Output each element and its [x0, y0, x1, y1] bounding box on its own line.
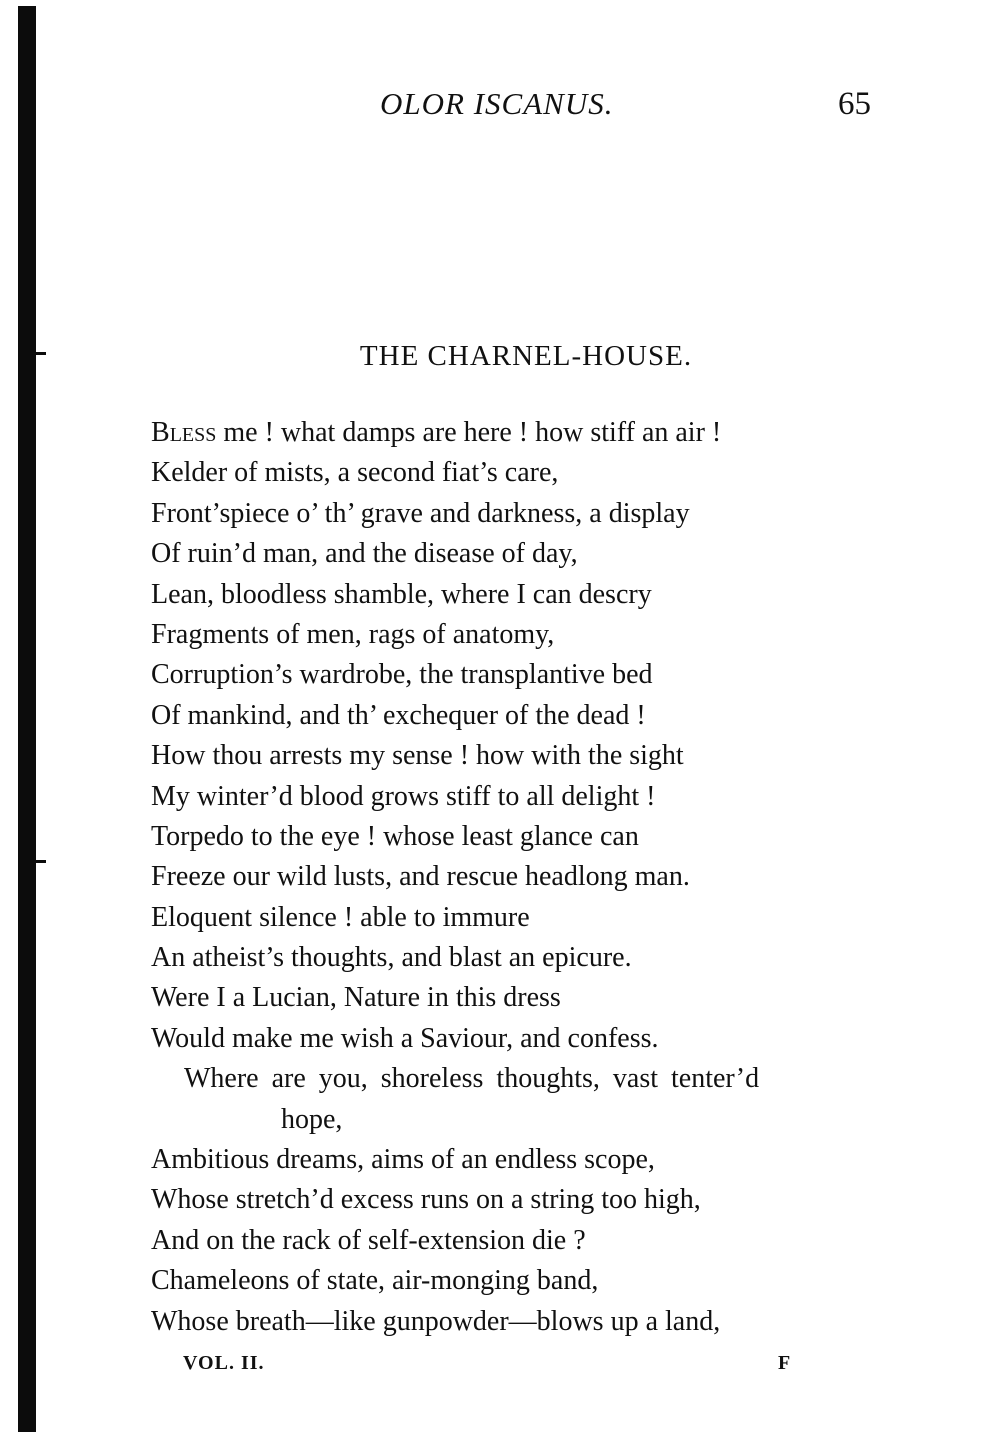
verse-line — [151, 413, 931, 453]
poem-body — [151, 413, 931, 1342]
running-title: OLOR ISCANUS. — [380, 86, 614, 121]
verse-line: My winter’d blood grows stiff to all delight ! — [151, 780, 656, 812]
verse-line: Chameleons of state, air-monging band, — [151, 1265, 599, 1297]
verse-line: Whose stretch’d excess runs on a string too high, — [151, 1184, 701, 1216]
verse-line: Of ruin’d man, and the disease of day, — [151, 538, 578, 570]
initial-letter: B — [151, 417, 170, 448]
verse-line: Corruption’s wardrobe, the transplantive bed — [151, 659, 653, 691]
verse-line: Kelder of mists, a second fiat’s care, — [151, 457, 559, 489]
page-binding-edge — [18, 6, 36, 1432]
page-footer — [0, 1352, 1000, 1382]
verse-line: Torpedo to the eye ! whose least glance can — [151, 820, 639, 852]
running-head — [0, 86, 1000, 126]
first-line-text: me ! what damps are here ! how stiff an air ! — [216, 417, 722, 448]
verse-line: Whose breath—like gunpowder—blows up a land, — [151, 1305, 721, 1337]
signature-mark: F — [778, 1352, 792, 1374]
binding-mark — [34, 860, 46, 863]
verse-line: Ambitious dreams, aims of an endless scope, — [151, 1144, 655, 1176]
volume-mark: VOL. II. — [183, 1352, 265, 1374]
verse-line: Lean, bloodless shamble, where I can descry — [151, 578, 652, 610]
verse-line: Were I a Lucian, Nature in this dress — [151, 982, 561, 1014]
verse-line: And on the rack of self-extension die ? — [151, 1224, 586, 1256]
verse-line: Front’spiece o’ th’ grave and darkness, a display — [151, 497, 690, 529]
verse-line: An atheist’s thoughts, and blast an epicure. — [151, 942, 632, 974]
page-number: 65 — [838, 86, 871, 122]
verse-line: Eloquent silence ! able to immure — [151, 901, 530, 933]
verse-line: Would make me wish a Saviour, and confess. — [151, 1022, 659, 1054]
verse-line-indented: Where are you, shoreless thoughts, vast tenter’d — [184, 1063, 760, 1095]
verse-line: How thou arrests my sense ! how with the sight — [151, 740, 684, 772]
verse-line: Fragments of men, rags of anatomy, — [151, 618, 555, 650]
verse-runover: hope, — [281, 1103, 343, 1135]
verse-line: Freeze our wild lusts, and rescue headlong man. — [151, 861, 690, 893]
poem-title: THE CHARNEL-HOUSE. — [359, 340, 693, 372]
first-word-small-caps: less — [169, 417, 217, 448]
verse-line: Of mankind, and th’ exchequer of the dead ! — [151, 699, 646, 731]
